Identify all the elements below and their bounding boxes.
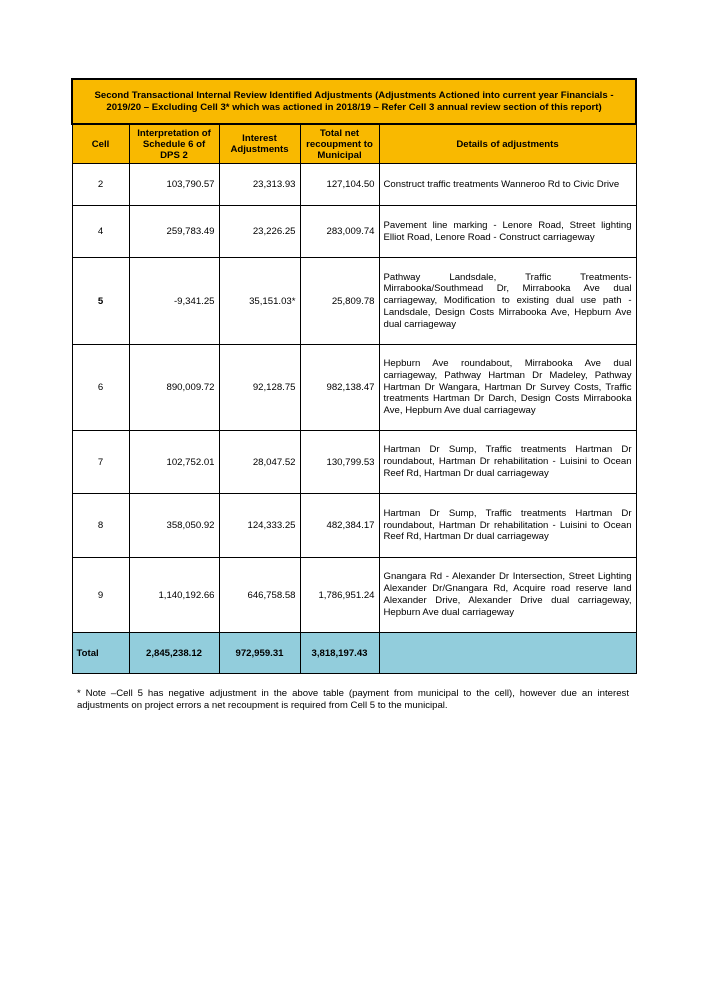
total-total: 3,818,197.43: [300, 633, 379, 674]
row-total: 1,786,951.24: [300, 558, 379, 633]
row-interpretation: 890,009.72: [129, 345, 219, 431]
row-cell: 8: [72, 494, 129, 558]
total-row: [72, 633, 636, 674]
row-interest: 124,333.25: [219, 494, 300, 558]
row-interest: 646,758.58: [219, 558, 300, 633]
row-cell: 7: [72, 431, 129, 494]
adjustments-table: [71, 78, 637, 674]
row-interpretation: 259,783.49: [129, 206, 219, 258]
total-details: [379, 633, 636, 674]
header-total: Total net recoupment to Municipal: [300, 124, 379, 164]
row-details: Hartman Dr Sump, Traffic treatments Hartman Dr roundabout, Hartman Dr rehabilitation - Luisini to Ocean Reef Rd, Hartman Dr dual carriageway: [379, 431, 636, 494]
table-row: [72, 206, 636, 258]
table-row: [72, 494, 636, 558]
row-details: Construct traffic treatments Wanneroo Rd to Civic Drive: [379, 164, 636, 206]
row-details: Gnangara Rd - Alexander Dr Intersection, Street Lighting Alexander Dr/Gnangara Rd, Acquire road reserve land Alexander Drive, Alexander Drive dual carriageway, Hepburn Ave dual carriageway: [379, 558, 636, 633]
footnote: * Note –Cell 5 has negative adjustment in the above table (payment from municipal to the cell), however due an interest adjustments on project errors a net recoupment is required from Cell 5 to the municipal.: [77, 688, 629, 711]
row-interpretation: 1,140,192.66: [129, 558, 219, 633]
row-interpretation: 358,050.92: [129, 494, 219, 558]
row-interest: 23,226.25: [219, 206, 300, 258]
table-title: Second Transactional Internal Review Identified Adjustments (Adjustments Actioned into current year Financials - 2019/20 – Excluding Cell 3* which was actioned in 2018/19 – Refer Cell 3 annual review section of this report): [72, 79, 636, 124]
row-details: Hartman Dr Sump, Traffic treatments Hartman Dr roundabout, Hartman Dr rehabilitation - Luisini to Ocean Reef Rd, Hartman Dr dual carriageway: [379, 494, 636, 558]
row-interest: 23,313.93: [219, 164, 300, 206]
table-row: [72, 558, 636, 633]
header-cell: Cell: [72, 124, 129, 164]
row-cell: 6: [72, 345, 129, 431]
row-total: 482,384.17: [300, 494, 379, 558]
row-total: 283,009.74: [300, 206, 379, 258]
row-total: 982,138.47: [300, 345, 379, 431]
table-row: [72, 345, 636, 431]
row-cell: 5: [72, 258, 129, 345]
row-total: 127,104.50: [300, 164, 379, 206]
row-interest: 28,047.52: [219, 431, 300, 494]
header-details: Details of adjustments: [379, 124, 636, 164]
header-interpretation: Interpretation of Schedule 6 of DPS 2: [129, 124, 219, 164]
table-row: [72, 258, 636, 345]
row-total: 25,809.78: [300, 258, 379, 345]
row-details: Pavement line marking - Lenore Road, Street lighting Elliot Road, Lenore Road - Construct carriageway: [379, 206, 636, 258]
row-details: Hepburn Ave roundabout, Mirrabooka Ave dual carriageway, Pathway Hartman Dr Madeley, Pathway Hartman Dr Wangara, Hartman Dr Survey Costs, Traffic treatments Hartman Dr Darch, Design Costs Mirrabooka Ave, Hepburn Ave dual carriageway: [379, 345, 636, 431]
row-cell: 2: [72, 164, 129, 206]
total-label: Total: [72, 633, 129, 674]
row-interpretation: 102,752.01: [129, 431, 219, 494]
table-row: [72, 164, 636, 206]
total-interest: 972,959.31: [219, 633, 300, 674]
table-header-row: [72, 124, 636, 164]
row-cell: 4: [72, 206, 129, 258]
row-total: 130,799.53: [300, 431, 379, 494]
header-interest: Interest Adjustments: [219, 124, 300, 164]
total-interpretation: 2,845,238.12: [129, 633, 219, 674]
row-cell: 9: [72, 558, 129, 633]
row-details: Pathway Landsdale, Traffic Treatments-Mirrabooka/Southmead Dr, Mirrabooka Ave dual carriageway, Modification to existing dual use path - Landsdale, Design Costs Mirrabooka Ave, Hepburn Ave dual carriageway: [379, 258, 636, 345]
row-interest: 35,151.03*: [219, 258, 300, 345]
row-interest: 92,128.75: [219, 345, 300, 431]
table-title-row: [72, 79, 636, 124]
row-interpretation: 103,790.57: [129, 164, 219, 206]
row-interpretation: -9,341.25: [129, 258, 219, 345]
table-row: [72, 431, 636, 494]
